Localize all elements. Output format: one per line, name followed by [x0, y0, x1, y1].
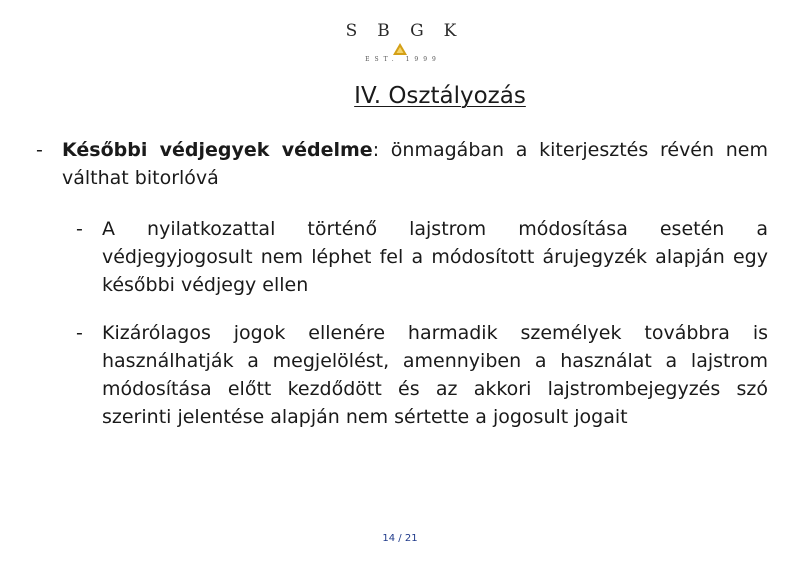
logo-est: EST. 1999	[365, 56, 441, 63]
bullet-item-later-trademarks	[36, 136, 768, 192]
bullet-text: : önmagában a kiterjesztés révén nem válthat bitorlóvá	[62, 139, 768, 189]
bullet-dash: -	[76, 322, 83, 344]
page-number: 14 / 21	[382, 533, 418, 544]
logo-triangle-icon	[393, 43, 407, 55]
slide-title-text: IV. Osztályozás	[354, 83, 526, 109]
bullet-text: A nyilatkozattal történő lajstrom módosítása esetén a védjegyjogosult nem léphet fel a módosított árujegyzék alapján egy későbbi védjegy ellen	[102, 218, 768, 296]
sub-bullet-item-exclusive-rights	[76, 319, 768, 431]
logo-letters: SBGK	[345, 21, 477, 41]
sbgk-logo	[300, 20, 500, 72]
sub-bullet-item-declaration	[76, 215, 768, 299]
bullet-bold-term: Későbbi védjegyek védelme	[62, 139, 373, 161]
bullet-dash: -	[76, 218, 83, 240]
bullet-dash: -	[36, 139, 43, 161]
bullet-text: Kizárólagos jogok ellenére harmadik személyek továbbra is használhatják a megjelölést, amennyiben a használat a lajstrom módosítása előtt kezdődött és az akkori lajstrombejegyzés szó szerinti jelentése alapján nem sértette a jogosult jogait	[102, 322, 768, 428]
slide-title	[0, 81, 800, 111]
